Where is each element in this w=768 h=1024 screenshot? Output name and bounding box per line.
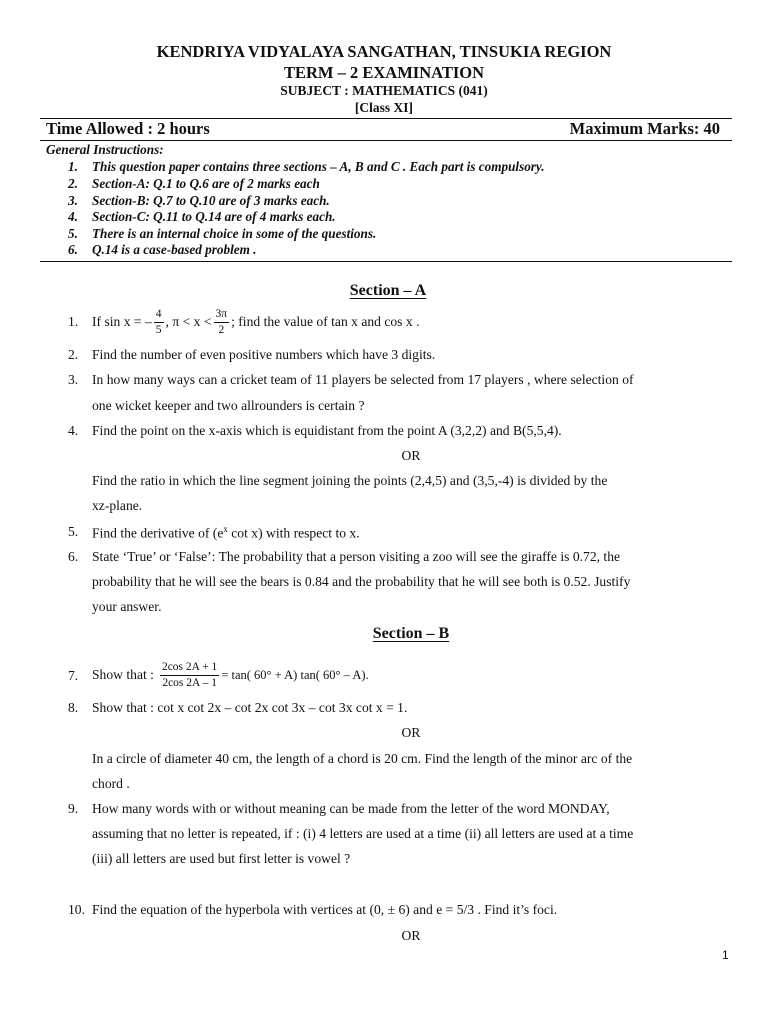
page-number: 1 [722, 948, 729, 962]
fraction: $\frac{2\cos 2A + 1}{2\cos 2A - 1}$ [161, 661, 218, 689]
section-a-heading: Section – A [349, 282, 427, 299]
question-text: How many words with or without meaning can be made from the letter of the word MONDAY, [92, 801, 610, 816]
question-number: 10. [68, 902, 85, 917]
header-exam: TERM – 2 EXAMINATION [284, 63, 484, 82]
time-allowed: Time Allowed : 2 hours [46, 119, 210, 138]
or-label: OR [401, 448, 421, 463]
header-organization: KENDRIYA VIDYALAYA SANGATHAN, TINSUKIA REGION [156, 42, 612, 61]
question-number: 5. [68, 524, 79, 539]
question-number: 4. [68, 423, 79, 438]
question-text: one wicket keeper and two allrounders is certain ? [92, 398, 365, 413]
header-rule-mid [40, 140, 732, 141]
question-text: In how many ways can a cricket team of 11 players be selected from 17 players , where selection of [92, 372, 634, 387]
question-alt-text: Find the ratio in which the line segment joining the points (2,4,5) and (3,5,-4) is divided by the [92, 473, 608, 488]
question-text: Show that : $\frac{2\cos 2A + 1}{2\cos 2A - 1}$ = tan( 60° + A) tan( 60° – A). [92, 661, 369, 689]
question-text: State ‘True’ or ‘False’: The probability that a person visiting a zoo will see the giraffe is 0.72, the [92, 549, 621, 564]
question-text: Find the number of even positive numbers which have 3 digits. [92, 347, 436, 362]
question-text: Find the point on the x-axis which is equidistant from the point A (3,2,2) and B(5,5,4). [92, 423, 562, 438]
question-text: (iii) all letters are used but first letter is vowel ? [92, 851, 351, 866]
maximum-marks: Maximum Marks: 40 [569, 119, 720, 138]
question-number: 8. [68, 700, 79, 715]
question-text: Find the equation of the hyperbola with vertices at (0, ± 6) and e = 5/3 . Find it’s foci. [92, 902, 558, 917]
fraction: $\frac{3\pi}{2}$ [215, 308, 228, 336]
question-number: 3. [68, 372, 79, 387]
question-number: 7. [68, 668, 79, 683]
question-alt-text: xz-plane. [92, 498, 143, 513]
question-number: 6. [68, 549, 79, 564]
section-b-heading: Section – B [372, 625, 450, 642]
fraction: $\frac{4}{5}$ [155, 308, 162, 336]
question-text: your answer. [92, 599, 162, 614]
question-text: Show that : cot x cot 2x – cot 2x cot 3x – cot 3x cot x = 1. [92, 700, 408, 715]
question-text: assuming that no letter is repeated, if : (i) 4 letters are used at a time (ii) all letters are used at a time [92, 826, 634, 841]
instructions-rule [40, 261, 732, 262]
question-number: 2. [68, 347, 79, 362]
question-number: 1. [68, 314, 79, 329]
header-subject: SUBJECT : MATHEMATICS (041) [280, 83, 488, 98]
or-label: OR [401, 725, 421, 740]
question-alt-text: chord . [92, 776, 130, 791]
instructions-heading: General Instructions: [46, 142, 164, 157]
or-label: OR [401, 928, 421, 943]
question-alt-text: In a circle of diameter 40 cm, the length of a chord is 20 cm. Find the length of the minor arc of the [92, 751, 633, 766]
question-text: If sin x = – $\frac{4}{5}$ , π < x < $\frac{3\pi}{2}$ ; find the value of tan x and cos x . [92, 308, 420, 336]
question-text: Find the derivative of ($e^x$ cot x) with respect to x. [92, 524, 360, 541]
header-class: [Class XI] [354, 100, 414, 115]
question-number: 9. [68, 801, 79, 816]
question-text: probability that he will see the bears is 0.84 and the probability that he will see both is 0.52. Justify [92, 574, 631, 589]
